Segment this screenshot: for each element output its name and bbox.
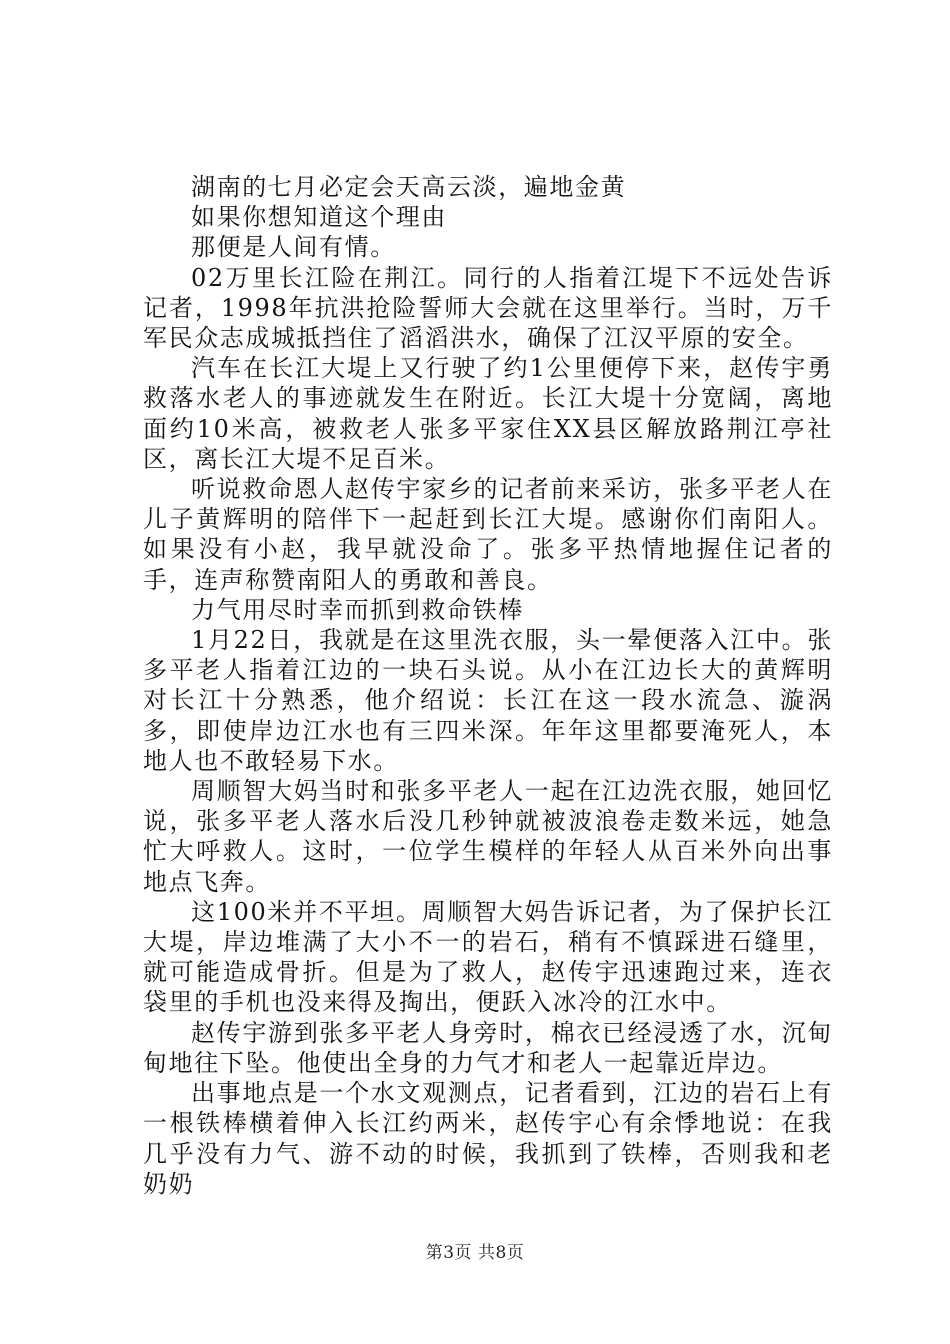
section-subheading: 力气用尽时幸而抓到救命铁棒: [191, 595, 524, 624]
paragraph: 02万里长江险在荆江。同行的人指着江堤下不远处告诉记者，1998年抗洪抢险誓师大会就在这里举行。当时，万千军民众志成城抵挡住了滔滔洪水，确保了江汉平原的安全。: [143, 263, 833, 353]
paragraph: 赵传宇游到张多平老人身旁时，棉衣已经浸透了水，沉甸甸地往下坠。他使出全身的力气才和老人一起靠近岸边。: [143, 1018, 833, 1077]
paragraph: 那便是人间有情。: [191, 233, 396, 262]
page-number-footer: 第3页 共8页: [425, 1243, 525, 1263]
paragraph: 湖南的七月必定会天高云淡，遍地金黄: [191, 173, 627, 201]
article-body: [143, 172, 833, 1199]
paragraph: 周顺智大妈当时和张多平老人一起在江边洗衣服，她回忆说，张多平老人落水后没几秒钟就被波浪卷走数米远，她急忙大呼救人。这时，一位学生模样的年轻人从百米外向出事地点飞奔。: [143, 777, 833, 896]
paragraph: 出事地点是一个水文观测点，记者看到，江边的岩石上有一根铁棒横着伸入长江约两米，赵传宇心有余悸地说：在我几乎没有力气、游不动的时候，我抓到了铁棒，否则我和老奶奶: [143, 1079, 833, 1198]
paragraph: 1月22日，我就是在这里洗衣服，头一晕便落入江中。张多平老人指着江边的一块石头说。从小在江边长大的黄辉明对长江十分熟悉，他介绍说：长江在这一段水流急、漩涡多，即使岸边江水也有三四米深。年年这里都要淹死人，本地人也不敢轻易下水。: [143, 626, 833, 775]
paragraph: 这100米并不平坦。周顺智大妈告诉记者，为了保护长江大堤，岸边堆满了大小不一的岩石，稍有不慎踩进石缝里，就可能造成骨折。但是为了救人，赵传宇迅速跑过来，连衣袋里的手机也没来得及掏出，便跃入冰冷的江水中。: [143, 897, 833, 1017]
paragraph: 汽车在长江大堤上又行驶了约1公里便停下来，赵传宇勇救落水老人的事迹就发生在附近。长江大堤十分宽阔，离地面约10米高，被救老人张多平家住XX县区解放路荆江亭社区，离长江大堤不足百米。: [143, 354, 833, 473]
paragraph: 如果你想知道这个理由: [191, 203, 447, 232]
paragraph: 听说救命恩人赵传宇家乡的记者前来采访，张多平老人在儿子黄辉明的陪伴下一起赶到长江大堤。感谢你们南阳人。如果没有小赵，我早就没命了。张多平热情地握住记者的手，连声称赞南阳人的勇敢和善良。: [143, 475, 833, 594]
